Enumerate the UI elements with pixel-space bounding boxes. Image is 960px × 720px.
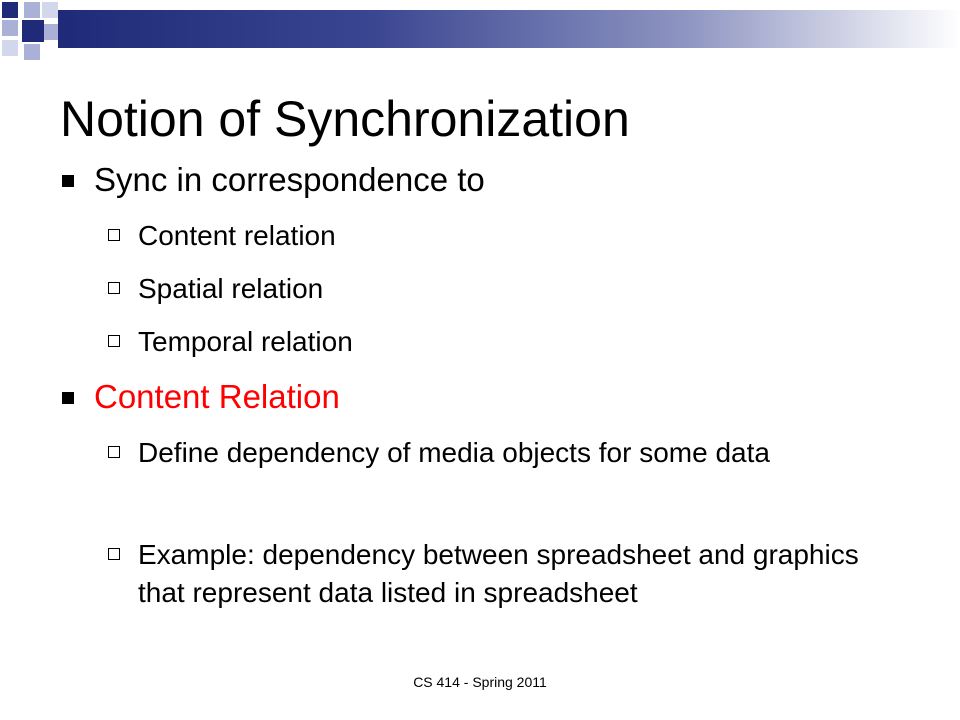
- bullet-text: Content Relation: [94, 378, 340, 415]
- decorative-square: [42, 2, 58, 18]
- decorative-square: [24, 44, 40, 60]
- sub-bullet-text: Example: dependency between spreadsheet and graphics that represent data listed in spreadsheet: [138, 539, 859, 608]
- bullet-text: Sync in correspondence to: [94, 161, 485, 198]
- decorative-square: [2, 2, 18, 18]
- decorative-square: [2, 20, 18, 36]
- sub-bullet-item: [138, 434, 908, 472]
- hollow-square-bullet-icon: [108, 229, 120, 241]
- sub-bullet-text: Content relation: [138, 220, 336, 251]
- bullet-item: [94, 377, 340, 417]
- decorative-square: [2, 40, 18, 56]
- slide-title: Notion of Synchronization: [60, 91, 630, 147]
- header-gradient-bar: [58, 10, 960, 48]
- sub-bullet-item: [138, 217, 908, 255]
- sub-bullet-item: [138, 323, 908, 361]
- hollow-square-bullet-icon: [108, 548, 120, 560]
- sub-bullet-text: Temporal relation: [138, 326, 353, 357]
- hollow-square-bullet-icon: [108, 282, 120, 294]
- square-bullet-icon: [62, 392, 74, 404]
- sub-bullet-text: Spatial relation: [138, 273, 324, 304]
- square-bullet-icon: [62, 175, 74, 187]
- hollow-square-bullet-icon: [108, 446, 120, 458]
- slide-footer: CS 414 - Spring 2011: [413, 674, 547, 690]
- sub-bullet-item: [138, 536, 908, 612]
- sub-bullet-item: [138, 270, 908, 308]
- sub-bullet-text: Define dependency of media objects for some data: [138, 437, 770, 468]
- hollow-square-bullet-icon: [108, 335, 120, 347]
- decorative-square: [24, 2, 40, 18]
- bullet-item: [94, 160, 485, 200]
- decorative-square: [22, 20, 44, 42]
